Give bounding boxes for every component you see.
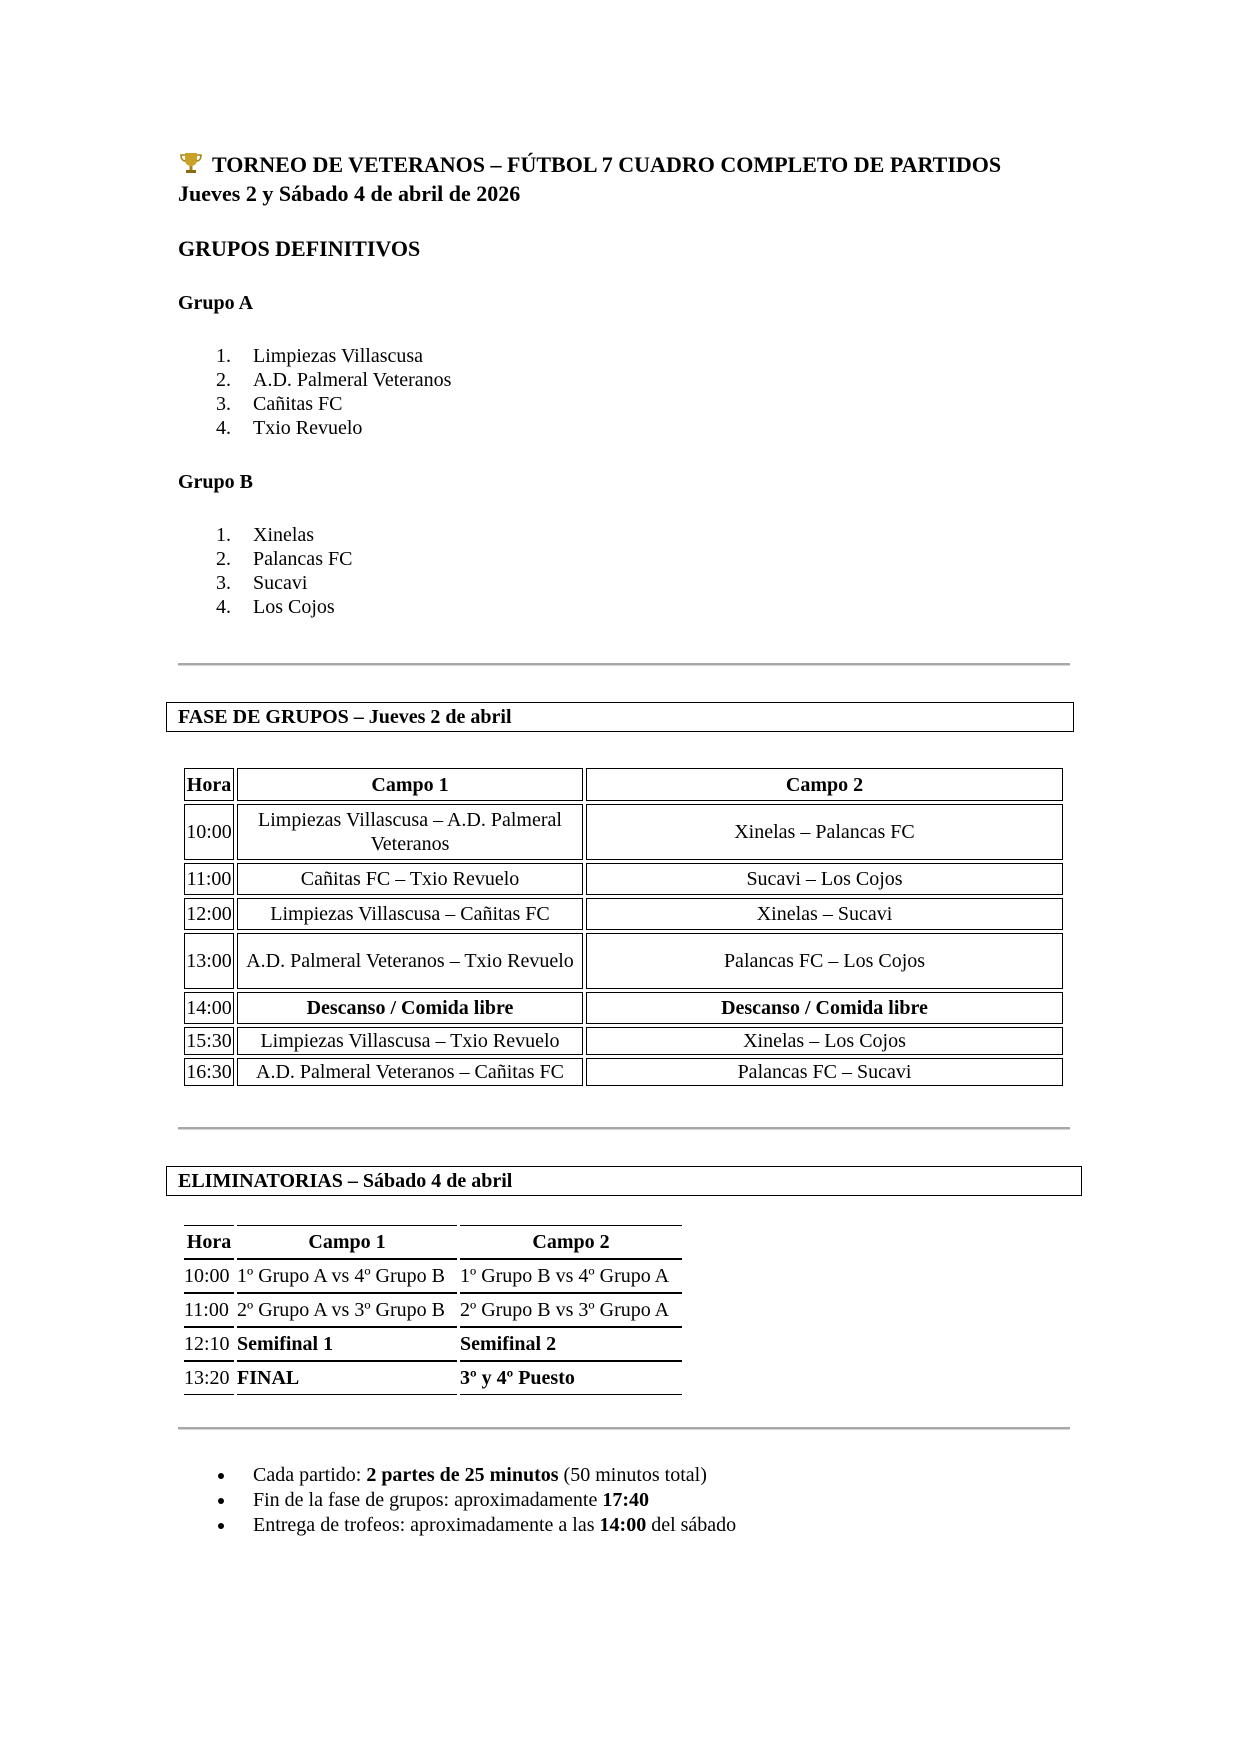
table-row: 10:00 1º Grupo A vs 4º Grupo B 1º Grupo B vs 4º Grupo A [184,1259,682,1293]
bullet-icon [218,1473,224,1479]
column-header: Campo 1 [237,768,583,801]
table-row: 10:00 Limpiezas Villascusa – A.D. Palmeral Veteranos Xinelas – Palancas FC [184,804,1063,860]
column-header: Campo 2 [460,1225,682,1259]
table-row: 12:10 Semifinal 1 Semifinal 2 [184,1327,682,1361]
column-header: Hora [184,1225,234,1259]
horizontal-rule [178,663,1070,666]
table-row: 14:00 Descanso / Comida libre Descanso / Comida libre [184,992,1063,1024]
table-header-row [184,768,1063,801]
column-header: Campo 2 [586,768,1063,801]
group-b-heading: Grupo B [178,471,254,493]
knockout-table [181,1225,685,1395]
knockout-heading: ELIMINATORIAS – Sábado 4 de abril [166,1166,1082,1196]
column-header: Hora [184,768,234,801]
table-row: 12:00 Limpiezas Villascusa – Cañitas FC Xinelas – Sucavi [184,898,1063,930]
table-header-row [184,1225,682,1259]
table-row: 11:00 Cañitas FC – Txio Revuelo Sucavi – Los Cojos [184,863,1063,895]
group-stage-heading: FASE DE GRUPOS – Jueves 2 de abril [166,702,1074,732]
group-stage-table [181,765,1066,1089]
trophy-icon [178,151,204,175]
groups-heading: GRUPOS DEFINITIVOS [178,236,421,261]
table-row: 13:00 A.D. Palmeral Veteranos – Txio Revuelo Palancas FC – Los Cojos [184,933,1063,989]
horizontal-rule [178,1127,1070,1130]
bullet-icon [218,1498,224,1504]
column-header: Campo 1 [237,1225,457,1259]
group-a-heading: Grupo A [178,292,254,314]
table-row: 15:30 Limpiezas Villascusa – Txio Revuelo Xinelas – Los Cojos [184,1027,1063,1055]
document-title [178,150,1001,180]
bullet-icon [218,1523,224,1529]
table-row: 16:30 A.D. Palmeral Veteranos – Cañitas FC Palancas FC – Sucavi [184,1058,1063,1086]
document-page: TORNEO DE VETERANOS – FÚTBOL 7 CUADRO COMPLETO DE PARTIDOS Jueves 2 y Sábado 4 de abril de 2026 GRUPOS DEFINITIVOS Grupo A 1. Limpiezas Villascusa 2. A.D. Palmeral Veteranos 3. Cañitas FC 4. Txio Revuelo Grupo B 1. Xinelas 2. Palancas FC 3. Sucavi 4. Los Cojos FASE DE GRUPOS – Jueves 2 de abril Hora Campo 1 Campo 2 10:00 Limpiezas Villascusa – A.D. Palmeral Veteranos Xinelas – Palancas FC 11:00 Cañitas FC – Txio Revuelo Sucavi – Los Cojos 12:00 Limpiezas Villascusa – Cañitas FC Xinelas – Sucavi 13:00 A.D. Palmeral Veteranos – Txio Revuelo Palancas FC – Los Cojos 14:00 Descanso / Comida libre Descanso / Comida libre 15:30 Limpiezas Villascusa – Txio Revuelo Xinelas – Los Cojos 16:30 A.D. Palmeral Veteranos – Cañitas FC Palancas FC – Sucavi ELIMINATORIAS – Sábado 4 de abril Hora Campo 1 Campo 2 10:00 1º Grupo A vs 4º Grupo B 1º Grupo B vs 4º Grupo A 11:00 2º Grupo A vs 3º Grupo B 2º Grupo B vs 3º Grupo A 12:10 Semifinal 1 Semifinal 2 13:20 FINAL 3º y 4º Puesto Cada partido: 2 partes de 25 minutos (50 minutos total) Fin de la fase de grupos: aproximadamente 17:40 Entrega de trofeos: aproximadamente a las 14:00 del sábado [0,0,1241,1755]
table-row: 11:00 2º Grupo A vs 3º Grupo B 2º Grupo B vs 3º Grupo A [184,1293,682,1327]
table-row: 13:20 FINAL 3º y 4º Puesto [184,1361,682,1395]
horizontal-rule [178,1427,1070,1430]
title-text: TORNEO DE VETERANOS – FÚTBOL 7 CUADRO COMPLETO DE PARTIDOS [212,152,1002,177]
document-subtitle: Jueves 2 y Sábado 4 de abril de 2026 [178,181,521,206]
